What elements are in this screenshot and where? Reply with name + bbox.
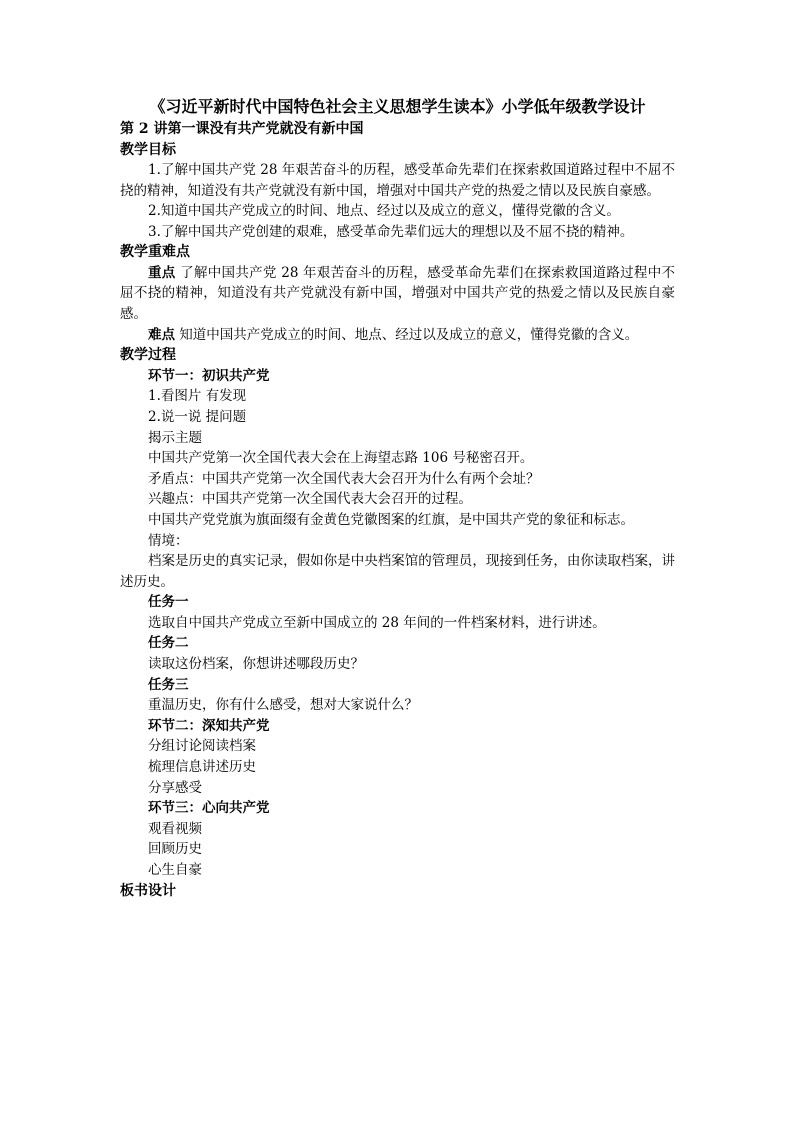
step2-line: 梳理信息讲述历史	[148, 759, 256, 776]
process-heading: 教学过程	[120, 347, 176, 364]
lesson-title: 第 2 讲第一课没有共产党就没有新中国	[120, 121, 364, 137]
task-label: 任务二	[148, 635, 189, 652]
task-text: 选取自中国共产党成立至新中国成立的 28 年间的一件档案材料，进行讲述。	[148, 614, 606, 631]
step1-line: 揭示主题	[148, 429, 202, 446]
task-text: 重温历史，你有什么感受，想对大家说什么？	[148, 697, 418, 714]
task-label: 任务一	[148, 594, 189, 611]
board-heading: 板书设计	[120, 882, 176, 899]
goal-item: 3.了解中国共产党创建的艰难，感受革命先辈们远大的理想以及不屈不挠的精神。	[148, 223, 634, 240]
step1-line: 2.说一说 提问题	[148, 408, 247, 425]
step1-line: 1.看图片 有发现	[148, 388, 247, 405]
key-point-label: 重点	[148, 264, 176, 281]
key-point-text: 了解中国共产党 28 年艰苦奋斗的历程，感受革命先辈们在探索救国道路过程中不屈不挠的精神，知道没有共产党就没有新中国，增强对中国共产党的热爱之情以及民族自豪感。	[120, 264, 676, 323]
step2-title: 环节二：深知共产党	[148, 717, 270, 734]
scenario-paragraph: 档案是历史的真实记录，假如你是中央档案馆的管理员，现接到任务，由你读取档案，讲述历史。	[120, 553, 675, 590]
step3-line: 回顾历史	[148, 841, 202, 858]
task-text: 读取这份档案，你想讲述哪段历史？	[148, 656, 364, 673]
step1-line: 矛盾点：中国共产党第一次全国代表大会召开为什么有两个会址？	[148, 470, 540, 487]
step2-line: 分组讨论阅读档案	[148, 738, 256, 755]
step1-line: 中国共产党党旗为旗面缀有金黄色党徽图案的红旗，是中国共产党的象征和标志。	[148, 511, 634, 528]
step1-line: 兴趣点：中国共产党第一次全国代表大会召开的过程。	[148, 491, 472, 508]
difficult-point-paragraph	[120, 325, 675, 346]
goal-item: 2.知道中国共产党成立的时间、地点、经过以及成立的意义，懂得党徽的含义。	[148, 203, 620, 220]
difficult-point-label: 难点	[148, 326, 175, 343]
step3-line: 观看视频	[148, 820, 202, 837]
step1-title: 环节一：初识共产党	[148, 367, 270, 384]
task-label: 任务三	[148, 676, 189, 693]
step2-line: 分享感受	[148, 779, 202, 796]
goals-heading: 教学目标	[120, 141, 176, 158]
step1-line: 情境：	[148, 532, 189, 549]
document-title: 《习近平新时代中国特色社会主义思想学生读本》小学低年级教学设计	[149, 97, 646, 116]
keypoints-heading: 教学重难点	[120, 244, 190, 261]
step1-line: 中国共产党第一次全国代表大会在上海望志路 106 号秘密召开。	[148, 450, 534, 467]
document-page	[120, 96, 675, 901]
step3-line: 心生自豪	[148, 862, 202, 878]
key-point-paragraph	[120, 263, 675, 325]
goal-item: 1.了解中国共产党 28 年艰苦奋斗的历程，感受革命先辈们在探索救国道路过程中不屈不挠的精神，知道没有共产党就没有新中国，增强对中国共产党的热爱之情以及民族自豪感。	[120, 162, 675, 199]
step3-title: 环节三：心向共产党	[148, 800, 270, 817]
difficult-point-text: 知道中国共产党成立的时间、地点、经过以及成立的意义，懂得党徽的含义。	[179, 326, 639, 343]
